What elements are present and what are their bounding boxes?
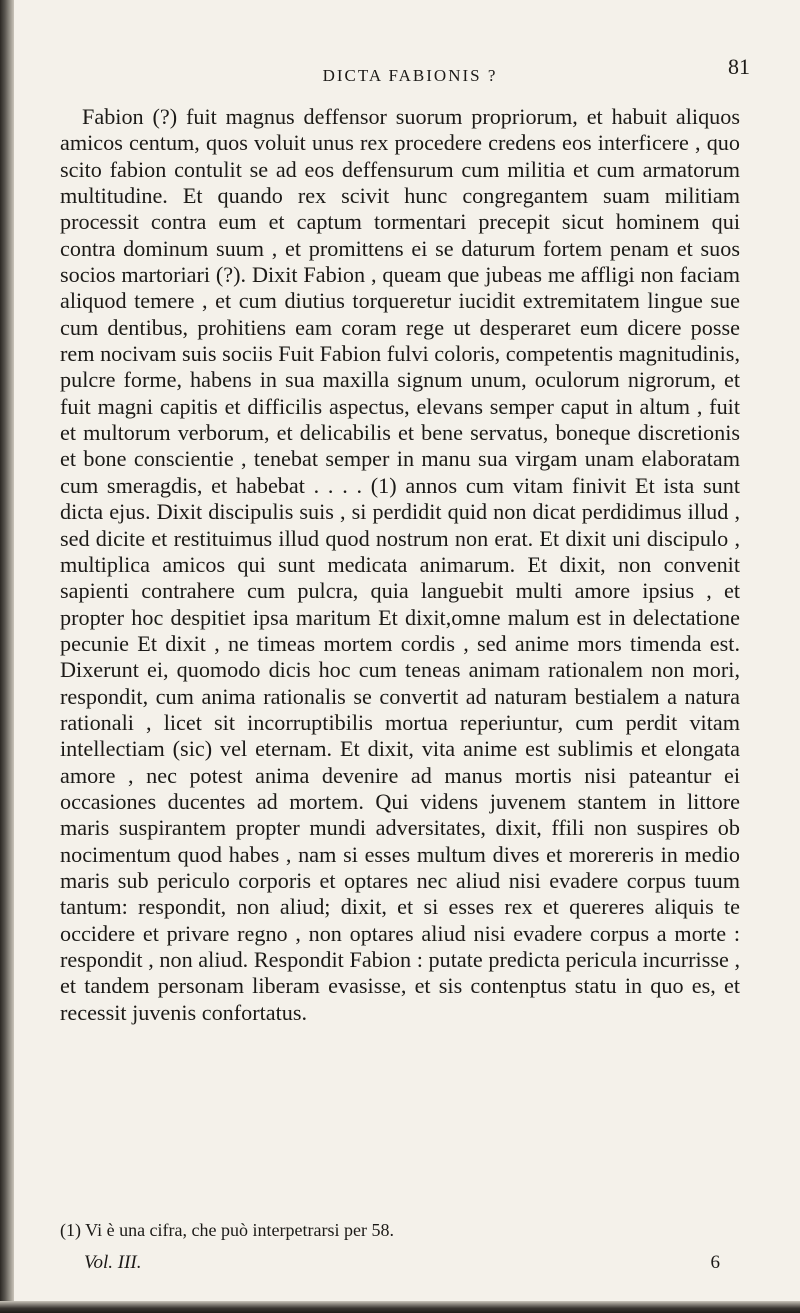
page-number: 81	[728, 54, 750, 79]
running-head: DICTA FABIONIS ?	[322, 66, 498, 85]
volume-label: Vol. III.	[84, 1252, 142, 1273]
page-bottom-edge	[0, 1301, 800, 1313]
signature-mark: 6	[710, 1252, 720, 1273]
body-paragraph: Fabion (?) fuit magnus deffensor suorum propriorum, et habuit aliquos amicos centum, quos voluit unus rex procedere credens eos interficere , quo scito fabion contulit se ad eos deffensurum cum militia et cum armatorum multitudine. Et quando rex scivit hunc congregantem suam militiam processit contra eum et captum tormentari precepit sicut hominem qui contra dominum suum , et promittens ei se daturum fortem penam et suos socios martoriari (?). Dixit Fabion , queam que jubeas me affligi non faciam aliquod temere , et cum diutius torqueretur iucidit extremitatem lingue sue cum dentibus, prohitiens eam coram rege ut desperaret eum dicere posse rem nocivam suis sociis Fuit Fabion fulvi coloris, competentis magnitudinis, pulcre forme, habens in sua maxilla signum unum, oculorum nigrorum, et fuit magni capitis et difficilis aspectus, elevans semper caput in altum , fuit et multorum verborum, et delicabilis et bene servatus, boneque discretionis et bone conscientie , tenebat semper in manu sua virgam unam elaboratam cum smeragdis, et habebat . . . . (1) annos cum vitam finivit Et ista sunt dicta ejus. Dixit discipulis suis , si perdidit quid non dicat perdidimus illud , sed dicite et restituimus illud quod nostrum non erat. Et dixit uni discipulo , multiplica amicos qui sunt medicata animarum. Et dixit, non convenit sapienti contrahere cum pulcra, quia languebit multi amore ipsius , et propter hoc despitiet ipsa maritum Et dixit,omne malum est in delectatione pecunie Et dixit , ne timeas mortem cordis , sed anime mors timenda est. Dixerunt ei, quomodo dicis hoc cum teneas animam rationalem non mori, respondit, cum anima rationalis se convertit ad naturam bestialem a natura rationali , licet sit incorruptibilis mortua reperiuntur, cum perdit vitam intellectiam (sic) vel eternam. Et dixit, vita anime est sublimis et elongata amore , nec potest anima devenire ad manus mortis nisi pateantur ei occasiones ducentes ad mortem. Qui videns juvenem stantem in littore maris suspirantem propter mundi adversitates, dixit, ffili non suspires ob nocimentum quod habes , nam si esses multum dives et morereris in medio maris sub periculo corporis et optares nec aliud nisi evadere corpus tuum tantum: respondit, non aliud; dixit, et si esses rex et quereres aliquis te occidere et privare regno , non optares aliud nisi evadere corpus a morte : respondit , non aliud. Respondit Fabion : putate predicta pericula incurrisse , et tandem personam liberam evasisse, et sis contenptus statu in quo es, et recessit juvenis confortatus.	[60, 104, 740, 1025]
page-header	[60, 56, 760, 96]
footnote: (1) Vi è una cifra, che può interpetrarsi per 58.	[60, 1220, 394, 1240]
page-binding-shadow	[0, 0, 14, 1313]
page-footer	[60, 1252, 720, 1278]
